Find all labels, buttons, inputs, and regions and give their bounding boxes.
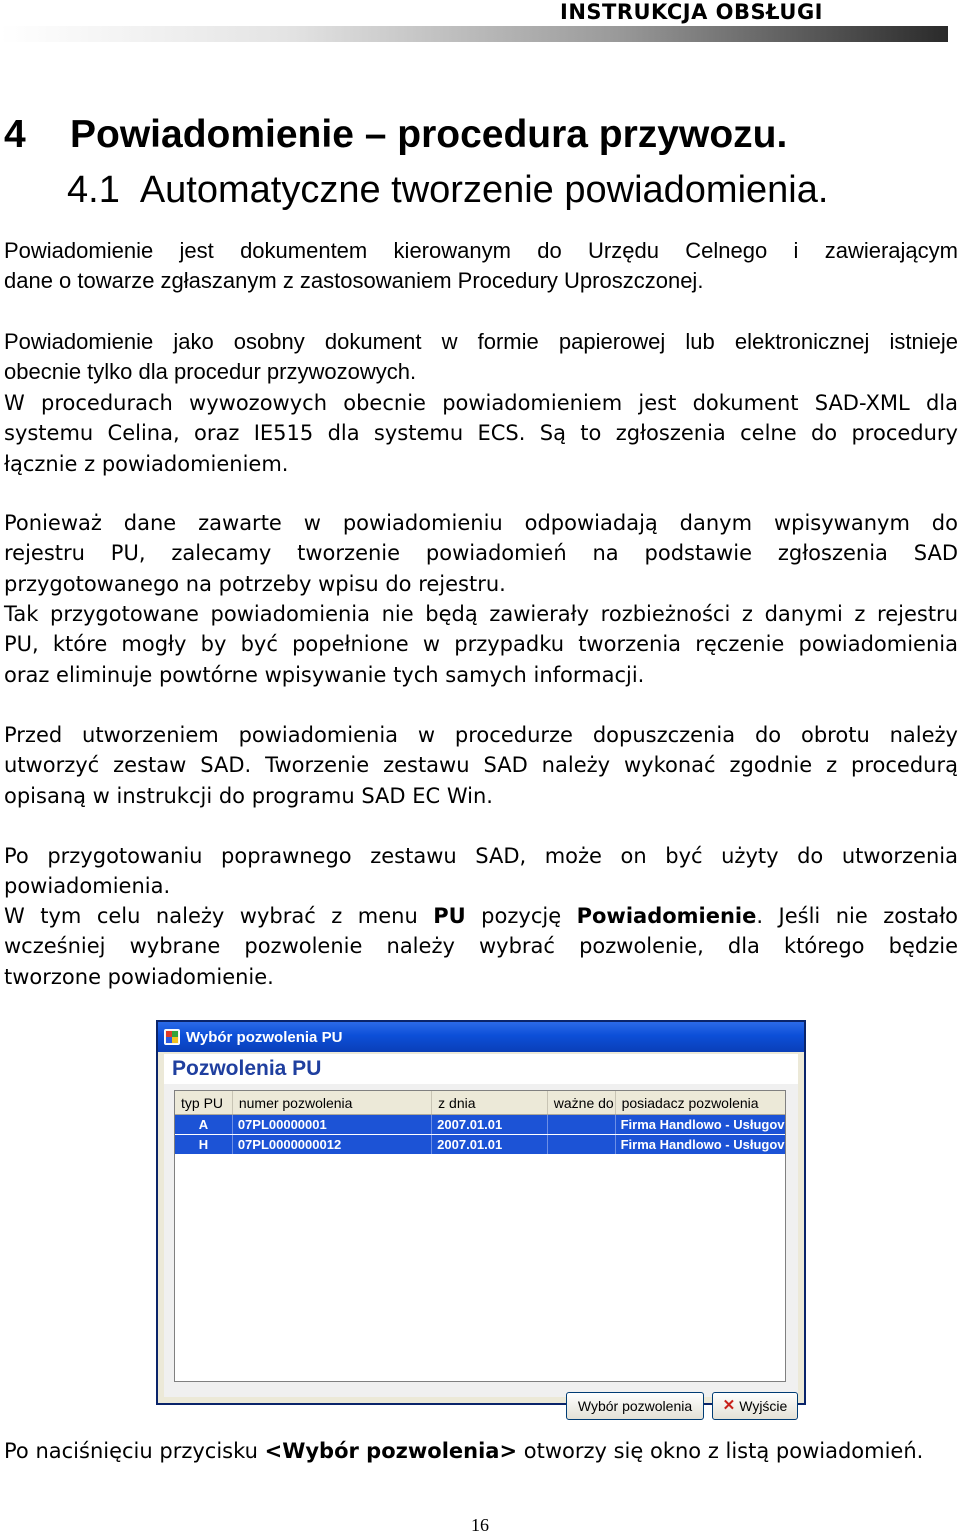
cell-valid-to	[548, 1135, 616, 1154]
select-permit-button[interactable]: Wybór pozwolenia	[566, 1392, 704, 1420]
exit-button-label: Wyjście	[739, 1398, 788, 1414]
section-heading	[67, 168, 828, 212]
cell-date: 2007.01.01	[432, 1135, 548, 1154]
paragraph-line: oraz eliminuje powtórne wpisywanie tych samych informacji.	[4, 662, 645, 687]
text-run: Po naciśnięciu przycisku	[4, 1439, 265, 1463]
text-run: . Jeśli nie zostało	[756, 904, 959, 928]
paragraph-8	[4, 901, 958, 992]
page-number: 16	[471, 1515, 489, 1535]
chapter-title: Powiadomienie – procedura przywozu.	[70, 113, 788, 156]
section-number: 4.1	[67, 169, 120, 211]
paragraph-line: Powiadomienie jest dokumentem kierowanym do Urzędu Celnego i zawierającym	[4, 238, 958, 263]
cell-type: H	[175, 1135, 233, 1154]
cell-number: 07PL0000000012	[233, 1135, 432, 1154]
cell-holder: Firma Handlowo - Usługov	[620, 1137, 785, 1152]
app-icon	[164, 1029, 180, 1045]
column-header-holder[interactable]: posiadacz pozwolenia	[621, 1095, 759, 1111]
paragraph-line: Powiadomienie jako osobny dokument w formie papierowej lub elektronicznej istnieje	[4, 329, 958, 354]
table-row[interactable]	[175, 1115, 785, 1135]
cell-valid-to	[548, 1115, 616, 1134]
paragraph-6	[4, 720, 958, 811]
paragraph-line: systemu Celina, oraz IE515 dla systemu ECS. Są to zgłoszenia celne do procedury	[4, 421, 958, 446]
column-header-date[interactable]: z dnia	[432, 1091, 548, 1114]
dialog-titlebar	[158, 1022, 804, 1052]
paragraph-4	[4, 508, 958, 599]
column-header-type[interactable]: typ PU	[175, 1091, 233, 1114]
paragraph-line: PU, które mogły by być popełnione w przypadku tworzenia ręczenie powiadomienia	[4, 632, 958, 657]
paragraph-line: Ponieważ dane zawarte w powiadomieniu odpowiadają danym wpisywanym do	[4, 511, 958, 535]
permits-table[interactable]	[174, 1090, 786, 1382]
text-run: otworzy się okno z listą powiadomień.	[517, 1439, 924, 1463]
paragraph-line: W procedurach wywozowych obecnie powiadomieniem jest dokument SAD-XML dla	[4, 391, 958, 415]
column-header-valid-to[interactable]: ważne do	[548, 1091, 616, 1114]
chapter-heading	[4, 112, 787, 158]
paragraph-line: Przed utworzeniem powiadomienia w procedurze dopuszczenia do obrotu należy	[4, 723, 958, 747]
paragraph-line: powiadomienia.	[4, 874, 171, 899]
cell-date: 2007.01.01	[432, 1115, 548, 1134]
menu-name: PU	[433, 904, 466, 928]
paragraph-line: przygotowanego na potrzeby wpisu do rejestru.	[4, 571, 506, 596]
paragraph-line	[4, 1436, 958, 1466]
chapter-number: 4	[4, 113, 26, 156]
paragraph-line: wcześniej wybrane pozwolenie należy wybrać pozwolenie, dla którego będzie	[4, 934, 958, 959]
paragraph-5	[4, 599, 958, 690]
text-run: pozycję	[465, 904, 577, 928]
table-row[interactable]	[175, 1135, 785, 1155]
dialog-heading: Pozwolenia PU	[164, 1054, 798, 1084]
dialog-body	[164, 1054, 798, 1414]
paragraph-line: Po przygotowaniu poprawnego zestawu SAD, może on być użyty do utworzenia	[4, 844, 958, 868]
column-header-number[interactable]: numer pozwolenia	[233, 1091, 432, 1114]
dialog-title: Wybór pozwolenia PU	[186, 1028, 343, 1046]
exit-button[interactable]	[712, 1392, 798, 1420]
table-header	[175, 1091, 785, 1115]
paragraph-line	[4, 901, 958, 931]
paragraph-line: rejestru PU, zalecamy tworzenie powiadomień na podstawie zgłoszenia SAD	[4, 541, 958, 566]
paragraph-line: łącznie z powiadomieniem.	[4, 451, 289, 476]
paragraph-line: dane o towarze zgłaszanym z zastosowaniem Procedury Uproszczonej.	[4, 268, 704, 294]
paragraph-9	[4, 1436, 958, 1466]
cell-type: A	[175, 1115, 233, 1134]
menu-item-name: Powiadomienie	[576, 904, 757, 928]
paragraph-line: Tak przygotowane powiadomienia nie będą zawierały rozbieżności z danymi z rejestru	[4, 602, 958, 626]
paragraph-line: tworzone powiadomienie.	[4, 964, 274, 989]
paragraph-line: utworzyć zestaw SAD. Tworzenie zestawu SAD należy wykonać zgodnie z procedurą	[4, 753, 958, 778]
paragraph-2	[4, 327, 958, 388]
paragraph-line: opisaną w instrukcji do programu SAD EC Win.	[4, 783, 493, 808]
section-title: Automatyczne tworzenie powiadomienia.	[139, 169, 829, 211]
header-bar	[0, 26, 948, 42]
text-run: W tym celu należy wybrać z menu	[4, 904, 434, 928]
cell-holder: Firma Handlowo - Usługov	[620, 1117, 785, 1132]
button-reference: <Wybór pozwolenia>	[264, 1439, 518, 1463]
paragraph-3	[4, 388, 958, 479]
permit-selection-dialog	[156, 1020, 806, 1414]
cell-number: 07PL00000001	[233, 1115, 432, 1134]
paragraph-line: obecnie tylko dla procedur przywozowych.	[4, 359, 417, 385]
paragraph-1	[4, 236, 958, 297]
close-icon: ✕	[722, 1397, 736, 1414]
header-title: INSTRUKCJA OBSŁUGI	[560, 0, 823, 24]
paragraph-7	[4, 841, 958, 902]
